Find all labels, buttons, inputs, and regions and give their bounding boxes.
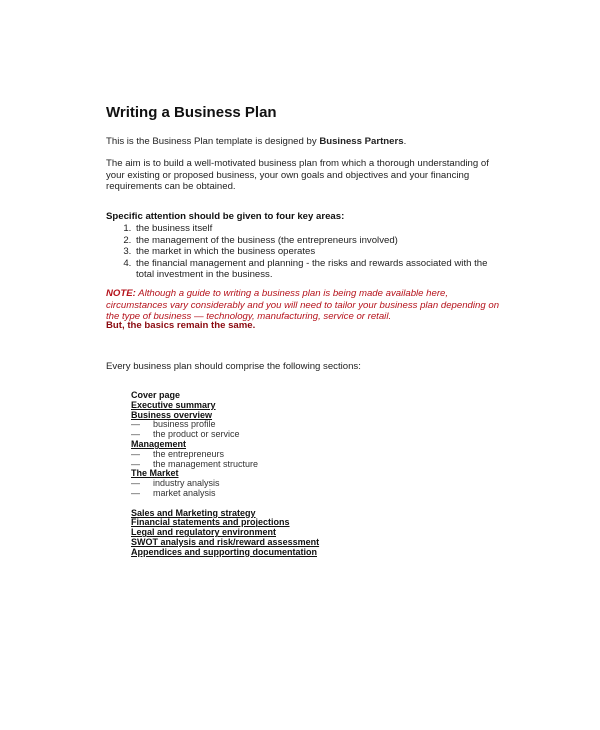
aim-paragraph: The aim is to build a well-motivated business plan from which a thorough understanding of your existing or proposed business, your own goals and objectives and your financing requirements can be obtained.	[106, 158, 489, 193]
toc-subitem: — the product or service	[131, 429, 240, 440]
key-areas-list	[106, 223, 494, 281]
toc-executive-summary: Executive summary	[131, 399, 216, 410]
toc-market: The Market	[131, 468, 179, 479]
toc-subitem: — market analysis	[131, 487, 216, 498]
page-title: Writing a Business Plan	[106, 104, 277, 121]
note-text: Although a guide to writing a business plan is being made available here, circumstances vary considerably and you will need to tailor your business plan depending on the type of business — technology, manufacturing, service or retail.	[106, 288, 500, 323]
toc-subitem-label: the product or service	[153, 429, 240, 440]
note-label: NOTE:	[106, 288, 136, 299]
toc-subitem-label: the management structure	[153, 458, 259, 469]
sections-outline	[131, 391, 319, 558]
toc-legal: Legal and regulatory environment	[131, 527, 277, 538]
intro-paragraph	[106, 136, 406, 148]
toc-subitem-label: industry analysis	[153, 478, 220, 489]
sections-intro: Every business plan should comprise the following sections:	[106, 361, 361, 372]
list-item: 1. the business itself	[134, 223, 494, 235]
toc-sales-marketing: Sales and Marketing strategy	[131, 507, 256, 518]
toc-subitem: — business profile	[131, 419, 216, 430]
company-name: Business Partners	[319, 136, 404, 147]
toc-cover: Cover page	[131, 390, 181, 400]
toc-financial: Financial statements and projections	[131, 517, 290, 528]
toc-business-overview: Business overview	[131, 409, 213, 420]
toc-subitem: — the entrepreneurs	[131, 448, 225, 459]
toc-swot: SWOT analysis and risk/reward assessment	[131, 536, 320, 547]
intro-end: .	[403, 136, 407, 147]
toc-subitem: — industry analysis	[131, 478, 220, 489]
intro-text: This is the Business Plan template is designed by	[106, 136, 320, 147]
list-item: 3. the market in which the business operates	[134, 246, 494, 258]
list-item: 2. the management of the business (the entrepreneurs involved)	[134, 235, 494, 247]
toc-management: Management	[131, 438, 187, 449]
toc-subitem-label: the entrepreneurs	[153, 448, 225, 459]
attention-heading: Specific attention should be given to four key areas:	[106, 211, 345, 222]
toc-subitem: — the management structure	[131, 458, 259, 469]
note-paragraph	[106, 288, 506, 323]
toc-appendices: Appendices and supporting documentation	[131, 546, 318, 557]
toc-subitem-label: business profile	[153, 419, 216, 430]
toc-subitem-label: market analysis	[153, 487, 216, 498]
list-item: 4. the financial management and planning - the risks and rewards associated with the total investment in the business.	[134, 258, 494, 281]
basics-statement: But, the basics remain the same.	[106, 320, 256, 331]
